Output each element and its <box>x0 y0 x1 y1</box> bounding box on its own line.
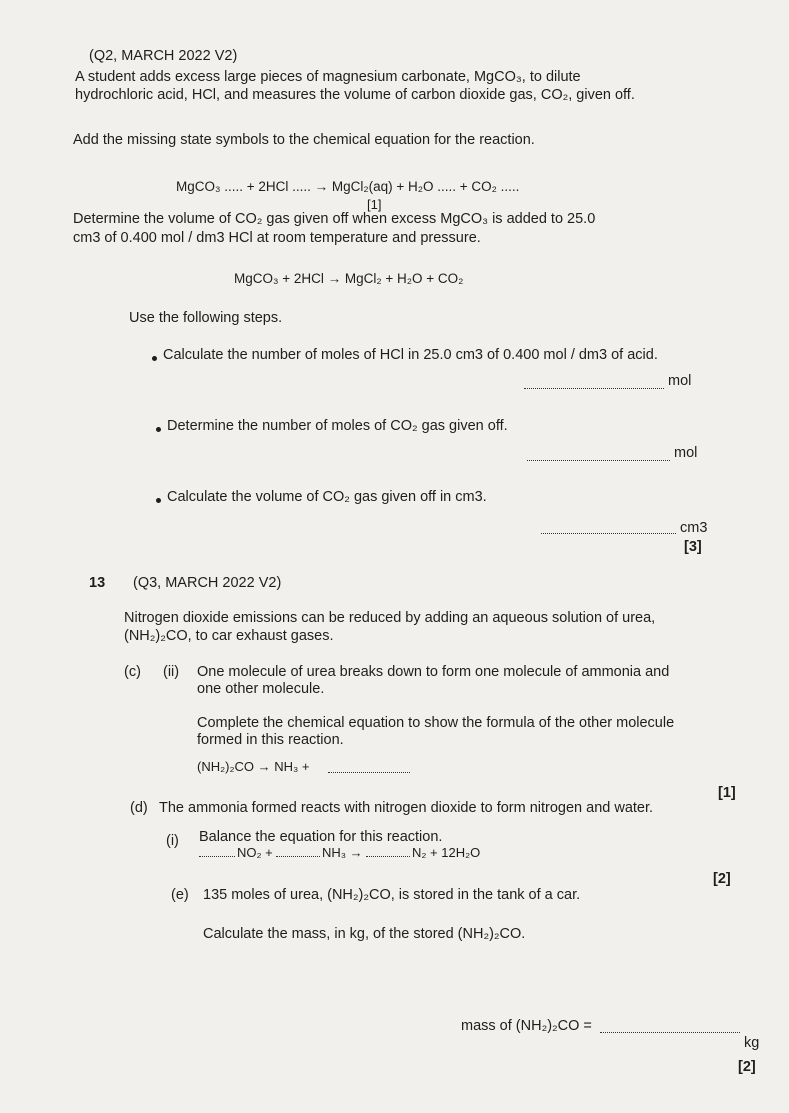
step-1-answer-line[interactable] <box>524 388 664 389</box>
q13-heading: (Q3, MARCH 2022 V2) <box>133 575 282 591</box>
part-c-line-1: One molecule of urea breaks down to form one molecule of ammonia and <box>197 664 670 680</box>
step-3-text: Calculate the volume of CO₂ gas given off in cm3. <box>167 489 487 505</box>
bullet-icon <box>156 498 161 503</box>
q2-intro-line-1: A student adds excess large pieces of magnesium carbonate, MgCO₃, to dilute <box>75 69 581 85</box>
part-c-line-2: one other molecule. <box>197 681 325 697</box>
nh3-coefficient-line[interactable] <box>276 856 320 857</box>
equation-no2: NO₂ + <box>237 845 273 860</box>
q13-intro-line-2: (NH₂)₂CO, to car exhaust gases. <box>124 628 334 644</box>
no2-coefficient-line[interactable] <box>199 856 235 857</box>
mark-1: [1] <box>367 197 382 212</box>
reaction-equation: MgCO₃ + 2HCl → MgCl₂ + H₂O + CO₂ <box>234 271 464 286</box>
question-number: 13 <box>89 575 106 591</box>
part-d-sub-label: (i) <box>166 833 179 849</box>
step-1-text: Calculate the number of moles of HCl in 25.0 cm3 of 0.400 mol / dm3 of acid. <box>163 347 658 363</box>
q2-heading: (Q2, MARCH 2022 V2) <box>89 48 238 64</box>
part-c-line-3: Complete the chemical equation to show the formula of the other molecule <box>197 715 675 731</box>
mass-answer-line[interactable] <box>600 1032 740 1033</box>
step-2-unit: mol <box>674 445 698 461</box>
mark-e: [2] <box>738 1059 756 1075</box>
q2-intro-line-2: hydrochloric acid, HCl, and measures the volume of carbon dioxide gas, CO₂, given off. <box>75 87 635 103</box>
mass-answer-label: mass of (NH₂)₂CO = <box>461 1018 592 1034</box>
equation-products: N₂ + 12H₂O <box>412 845 481 860</box>
part-e-calc-text: Calculate the mass, in kg, of the stored (NH₂)₂CO. <box>203 926 526 942</box>
part-d-text: The ammonia formed reacts with nitrogen dioxide to form nitrogen and water. <box>159 800 654 816</box>
step-3-answer-line[interactable] <box>541 533 676 534</box>
volume-question-line-2: cm3 of 0.400 mol / dm3 HCl at room temperature and pressure. <box>73 230 481 246</box>
part-e-text: 135 moles of urea, (NH₂)₂CO, is stored in the tank of a car. <box>203 887 581 903</box>
q13-intro-line-1: Nitrogen dioxide emissions can be reduced by adding an aqueous solution of urea, <box>124 610 656 626</box>
step-3-unit: cm3 <box>680 520 708 536</box>
part-d-label: (d) <box>130 800 148 816</box>
bullet-icon <box>152 356 157 361</box>
part-c-equation: (NH₂)₂CO → NH₃ + <box>197 759 310 774</box>
bullet-icon <box>156 427 161 432</box>
part-c-sub-label: (ii) <box>163 664 180 680</box>
part-c-answer-line[interactable] <box>328 772 410 773</box>
volume-question-line-1: Determine the volume of CO₂ gas given off when excess MgCO₃ is added to 25.0 <box>73 211 596 227</box>
step-2-answer-line[interactable] <box>527 460 670 461</box>
step-1-unit: mol <box>668 373 692 389</box>
steps-intro: Use the following steps. <box>129 310 283 326</box>
step-2-text: Determine the number of moles of CO₂ gas given off. <box>167 418 508 434</box>
equation-nh3: NH₃ → <box>322 845 363 860</box>
part-c-label: (c) <box>124 664 141 680</box>
part-d-balance-text: Balance the equation for this reaction. <box>199 829 443 845</box>
mark-c: [1] <box>718 785 736 801</box>
mark-d: [2] <box>713 871 731 887</box>
part-e-label: (e) <box>171 887 189 903</box>
part-c-line-4: formed in this reaction. <box>197 732 344 748</box>
n2-coefficient-line[interactable] <box>366 856 410 857</box>
mark-3: [3] <box>684 539 702 555</box>
mass-unit: kg <box>744 1035 760 1051</box>
state-symbols-prompt: Add the missing state symbols to the chemical equation for the reaction. <box>73 132 535 148</box>
state-symbols-equation: MgCO₃ ..... + 2HCl ..... → MgCl₂(aq) + H₂O ..... + CO₂ ..... <box>176 179 520 194</box>
